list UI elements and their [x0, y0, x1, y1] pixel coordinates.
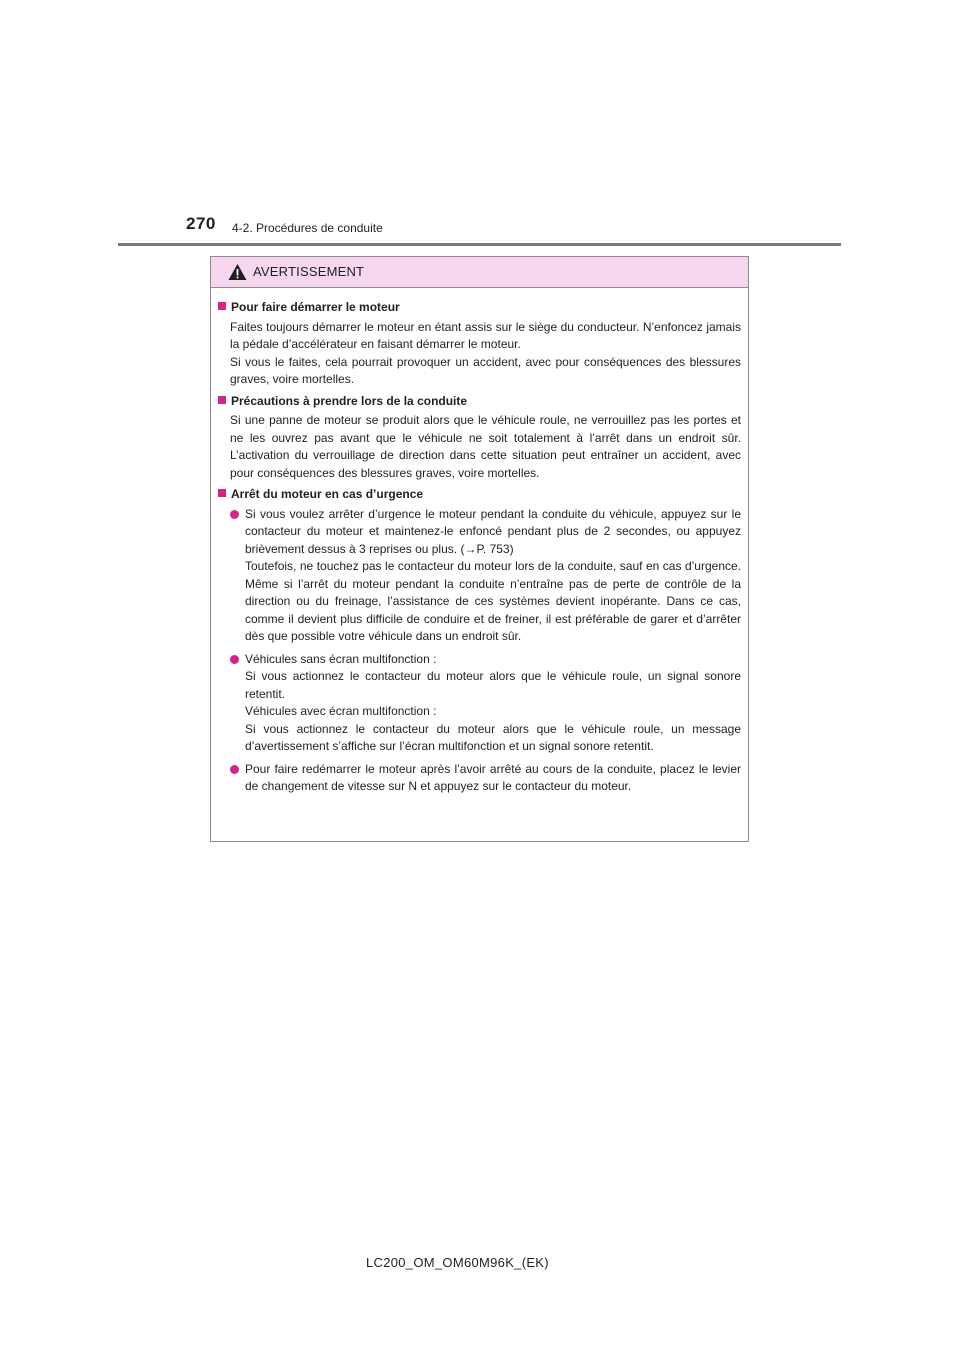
paragraph-line: Si vous le faites, cela pourrait provoquer un accident, avec pour conséquences des blessures graves, voire mortelles. [230, 354, 741, 386]
warning-title: AVERTISSEMENT [253, 264, 365, 279]
round-bullet-icon [230, 765, 239, 774]
section-heading-text: Arrêt du moteur en cas d’urgence [231, 487, 424, 501]
document-code: LC200_OM_OM60M96K_(EK) [366, 1255, 549, 1270]
square-bullet-icon [218, 302, 226, 310]
section-heading [218, 486, 741, 504]
warning-section [218, 486, 741, 796]
warning-triangle-icon [228, 263, 247, 281]
section-heading-text: Pour faire démarrer le moteur [231, 300, 400, 314]
round-bullet-icon [230, 655, 239, 664]
warning-section [218, 393, 741, 483]
item-line: Pour faire redémarrer le moteur après l’avoir arrêté au cours de la conduite, placez le levier de changement de vitesse sur N et appuyez sur le contacteur du moteur. [245, 761, 741, 793]
section-paragraph [218, 319, 741, 389]
item-line: Si vous voulez arrêter d’urgence le moteur pendant la conduite du véhicule, appuyez sur le contacteur du moteur et maintenez-le enfoncé pendant plus de 2 secondes, ou appuyez brièvement dessus à 3 reprises ou plus. (→P. 753) [245, 506, 741, 556]
header-divider [118, 243, 841, 246]
page-number: 270 [186, 214, 216, 233]
section-heading [218, 299, 741, 317]
item-line: Si vous actionnez le contacteur du moteur alors que le véhicule roule, un message d’avertissement s’affiche sur l’écran multifonction et un signal sonore retentit. [245, 721, 741, 753]
section-heading [218, 393, 741, 411]
item-line: Véhicules avec écran multifonction : [245, 704, 437, 718]
item-line: Si vous actionnez le contacteur du moteur alors que le véhicule roule, un signal sonore retentit. [245, 669, 741, 701]
list-item [218, 506, 741, 646]
item-line: Toutefois, ne touchez pas le contacteur du moteur lors de la conduite, sauf en cas d’urgence. Même si l’arrêt du moteur pendant la conduite n’entraîne pas de perte de contrôle de la direction ou du freinage, l’assistance de ces systèmes devient inopérante. Dans ce cas, comme il devient plus difficile de conduire et de freiner, il est préférable de garer et d’arrêter dès que possible votre véhicule dans un endroit sûr. [245, 559, 741, 643]
warning-box [210, 256, 749, 842]
square-bullet-icon [218, 489, 226, 497]
item-line: Véhicules sans écran multifonction : [245, 651, 437, 666]
warning-body [211, 288, 748, 796]
section-title: 4-2. Procédures de conduite [232, 221, 383, 235]
warning-section [218, 299, 741, 389]
paragraph-line: Si une panne de moteur se produit alors que le véhicule roule, ne verrouillez pas les portes et ne les ouvrez pas avant que le véhicule ne soit totalement à l’arrêt dans un endroit sûr. L’activation du verrouillage de direction dans cette situation peut entraîner un accident, avec pour conséquences des blessures graves, voire mortelles. [230, 413, 741, 480]
section-heading-text: Précautions à prendre lors de la conduite [231, 393, 468, 408]
paragraph-line: Faites toujours démarrer le moteur en étant assis sur le siège du conducteur. N’enfoncez jamais la pédale d’accélérateur en faisant démarrer le moteur. [230, 319, 741, 351]
list-item [218, 761, 741, 796]
warning-header [211, 257, 748, 288]
round-bullet-icon [230, 510, 239, 519]
square-bullet-icon [218, 396, 226, 404]
list-item [218, 651, 741, 756]
section-paragraph [218, 412, 741, 482]
